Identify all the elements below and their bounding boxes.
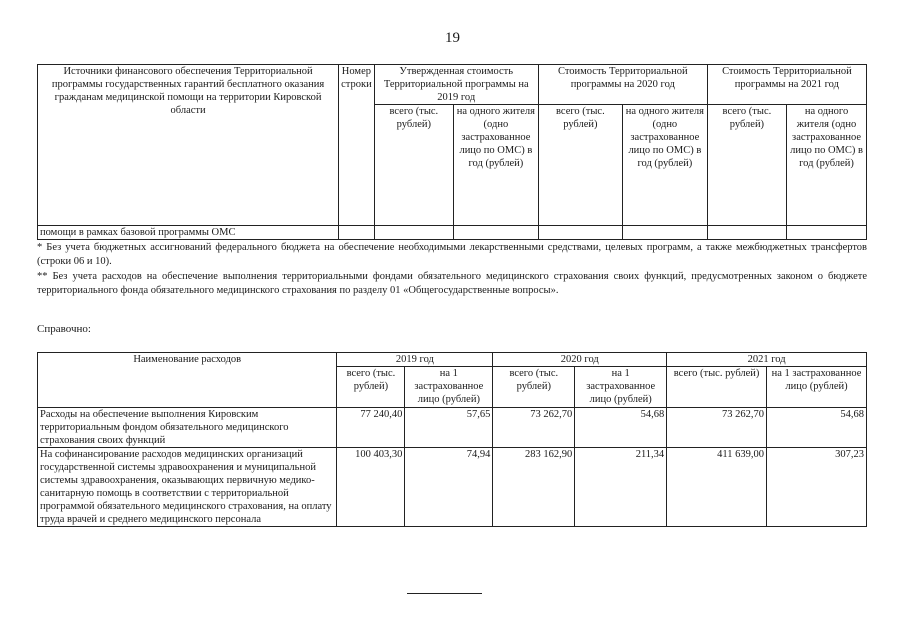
per-person-2019: 57,65: [405, 408, 493, 448]
year-2020-header: Стоимость Территориальной программы на 2020 год: [538, 65, 707, 105]
y2021-header: 2021 год: [667, 353, 867, 367]
year-2019-header: Утвержденная стоимость Территориальной программы на 2019 год: [374, 65, 538, 105]
row-text: помощи в рамках базовой программы ОМС: [38, 226, 339, 240]
row-name: На софинансирование расходов медицинских организаций государственной системы здравоохранения и муниципальной системы здравоохранения, оказывающих первичную медико-санитарную помощь в соответствии с территориальной программой обязательного медицинского страхования, на оплату труда врачей и среднего медицинского персонала: [38, 448, 337, 527]
total-header-2019: всего (тыс. рублей): [374, 105, 453, 226]
total-2019: 77 240,40: [337, 408, 405, 448]
row-name: Расходы на обеспечение выполнения Кировским территориальным фондом обязательного медицинского страхования своих функций: [38, 408, 337, 448]
reference-table: [37, 352, 867, 527]
per-person-2021: 54,68: [767, 408, 867, 448]
per-person-2020-header: на 1 застрахованное лицо (рублей): [575, 367, 667, 408]
total-2020: 73 262,70: [493, 408, 575, 448]
per-person-2021: 307,23: [767, 448, 867, 527]
per-person-header-2019: на одного жителя (одно застрахованное лицо по ОМС) в год (рублей): [453, 105, 538, 226]
name-header: Наименование расходов: [38, 353, 337, 408]
row-number-header: Номер строки: [339, 65, 375, 226]
per-person-header-2021: на одного жителя (одно застрахованное лицо по ОМС) в год (рублей): [787, 105, 867, 226]
per-person-2019: 74,94: [405, 448, 493, 527]
table-row: [38, 448, 867, 527]
sources-header: Источники финансового обеспечения Территориальной программы государственных гарантий бесплатного оказания гражданам медицинской помощи на территории Кировской области: [38, 65, 339, 226]
total-2019-header: всего (тыс. рублей): [337, 367, 405, 408]
total-2020-header: всего (тыс. рублей): [493, 367, 575, 408]
per-person-2020: 211,34: [575, 448, 667, 527]
footnote-2: ** Без учета расходов на обеспечение выполнения территориальными фондами обязательного медицинского страхования своих функций, предусмотренных законом о бюджете территориального фонда обязательного медицинского страхования по разделу 01 «Общегосударственные вопросы».: [37, 271, 867, 296]
per-person-2021-header: на 1 застрахованное лицо (рублей): [767, 367, 867, 408]
per-person-header-2020: на одного жителя (одно застрахованное лицо по ОМС) в год (рублей): [622, 105, 707, 226]
total-2021: 411 639,00: [667, 448, 767, 527]
reference-label: Справочно:: [37, 323, 91, 335]
page-number: 19: [445, 30, 460, 46]
y2019-header: 2019 год: [337, 353, 493, 367]
bottom-divider: [407, 593, 482, 594]
total-header-2021: всего (тыс. рублей): [707, 105, 786, 226]
total-2021-header: всего (тыс. рублей): [667, 367, 767, 408]
year-2021-header: Стоимость Территориальной программы на 2021 год: [707, 65, 866, 105]
total-header-2020: всего (тыс. рублей): [538, 105, 622, 226]
per-person-2020: 54,68: [575, 408, 667, 448]
y2020-header: 2020 год: [493, 353, 667, 367]
per-person-2019-header: на 1 застрахованное лицо (рублей): [405, 367, 493, 408]
program-cost-table: [37, 64, 867, 240]
footnote-1: * Без учета бюджетных ассигнований федерального бюджета на обеспечение необходимыми лекарственными средствами, целевых программ, а также межбюджетных трансфертов (строки 06 и 10).: [37, 242, 867, 267]
total-2020: 283 162,90: [493, 448, 575, 527]
table-row: [38, 408, 867, 448]
total-2019: 100 403,30: [337, 448, 405, 527]
total-2021: 73 262,70: [667, 408, 767, 448]
